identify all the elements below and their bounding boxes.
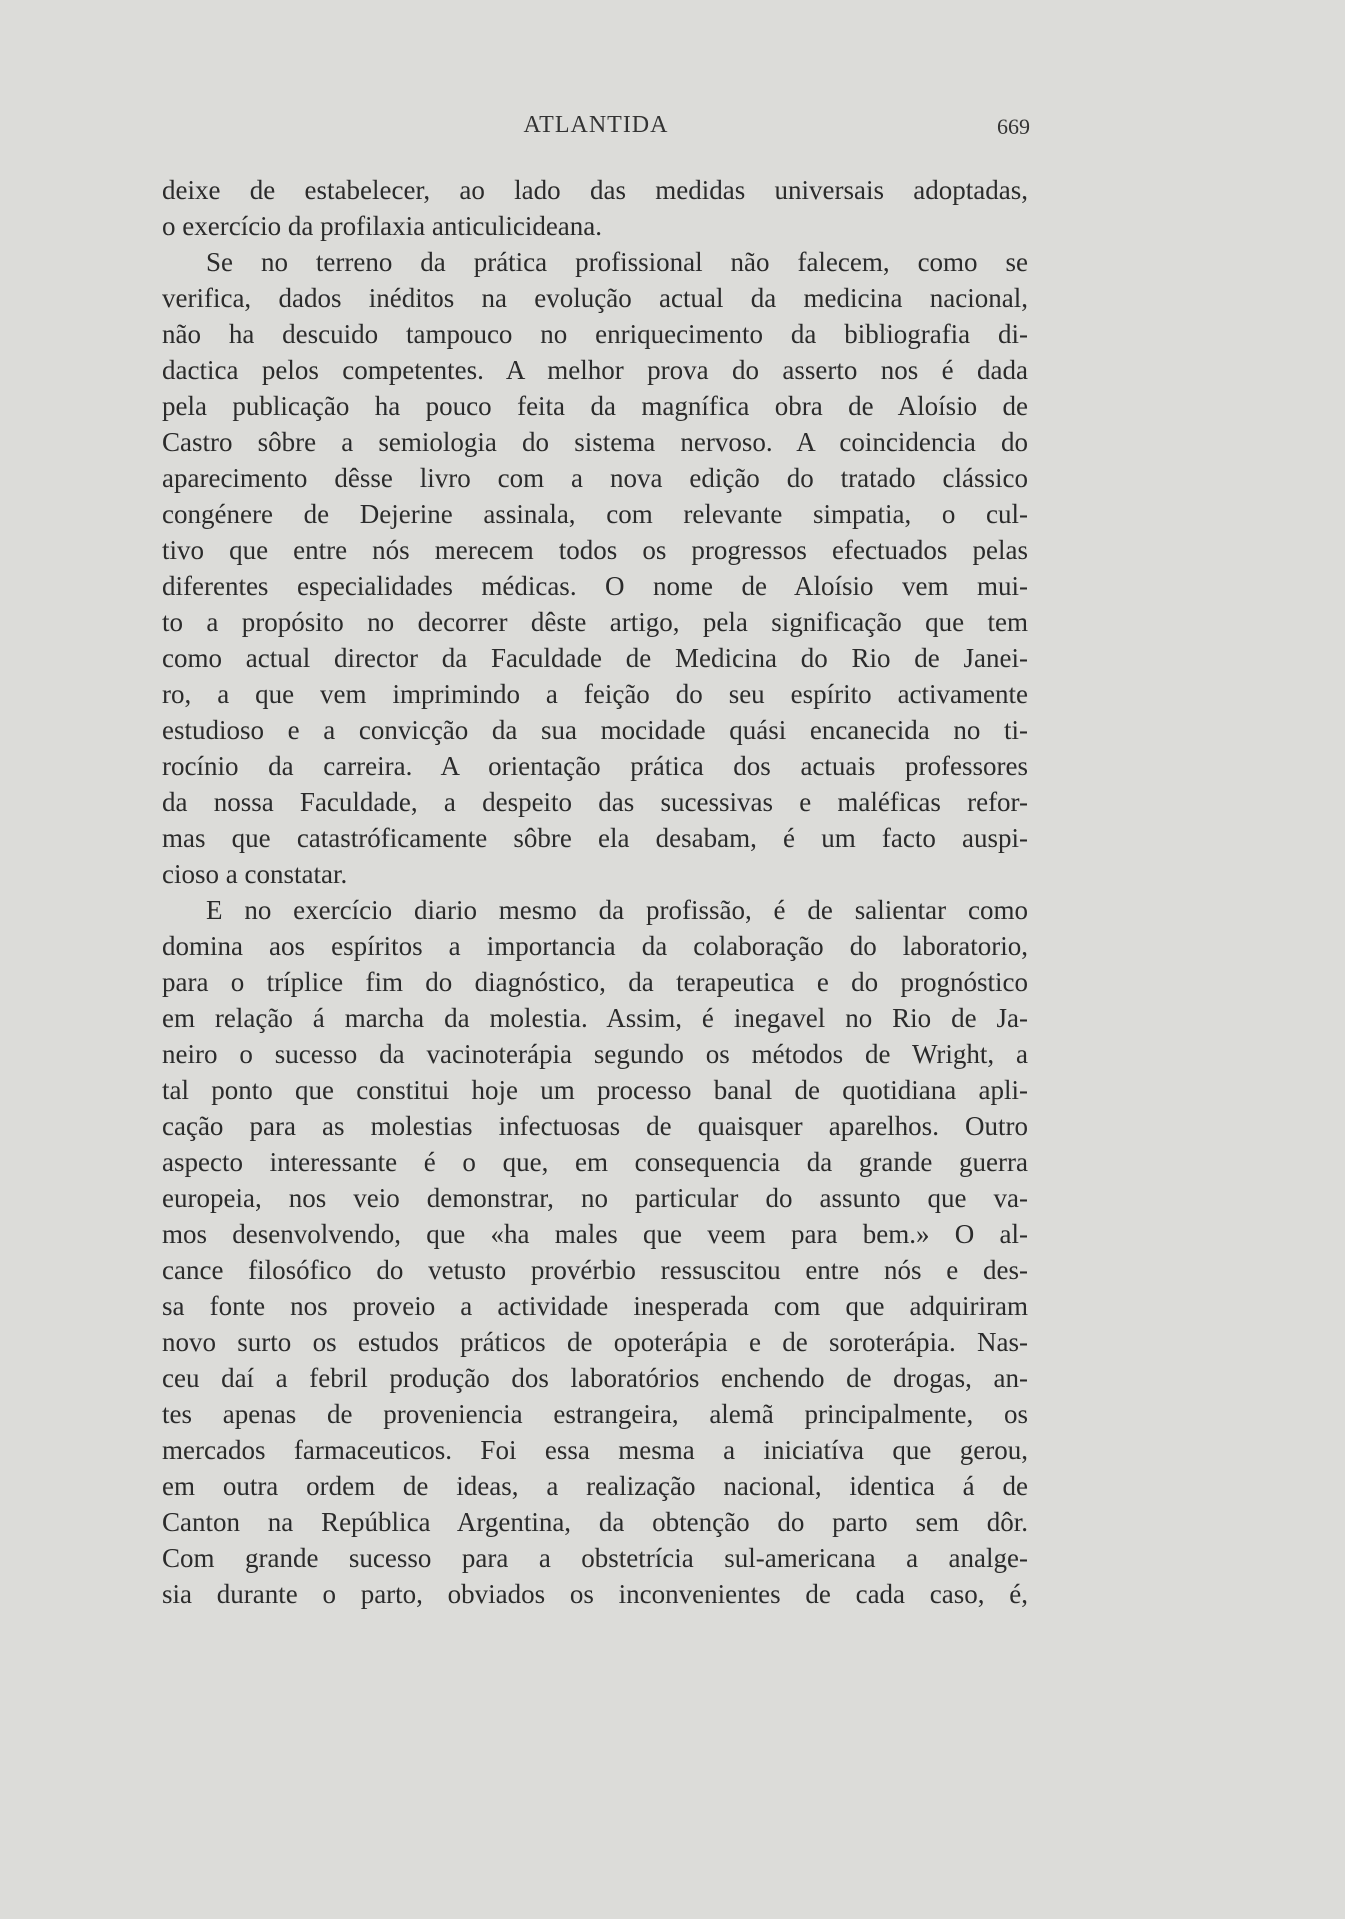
page-header [162,112,1030,144]
text-line: ro, a que vem imprimindo a feição do seu espírito activamente [162,679,1028,709]
text-line: ceu daí a febril produção dos laboratórios enchendo de drogas, an- [162,1363,1028,1393]
text-line: tes apenas de proveniencia estrangeira, alemã principalmente, os [162,1399,1028,1429]
text-line: mos desenvolvendo, que «ha males que veem para bem.» O al- [162,1219,1028,1249]
text-line: aparecimento dêsse livro com a nova edição do tratado clássico [162,463,1028,493]
text-line: cação para as molestias infectuosas de quaisquer aparelhos. Outro [162,1111,1028,1141]
text-line: congénere de Dejerine assinala, com relevante simpatia, o cul- [162,499,1028,529]
text-line: Com grande sucesso para a obstetrícia sul-americana a analge- [162,1543,1028,1573]
text-line: deixe de estabelecer, ao lado das medidas universais adoptadas, [162,175,1028,205]
text-line: to a propósito no decorrer dêste artigo, pela significação que tem [162,607,1028,637]
running-head: ATLANTIDA [523,112,669,138]
text-line: europeia, nos veio demonstrar, no particular do assunto que va- [162,1183,1028,1213]
text-line: cance filosófico do vetusto provérbio ressuscitou entre nós e des- [162,1255,1028,1285]
text-line: não ha descuido tampouco no enriquecimento da bibliografia di- [162,319,1028,349]
text-line: mercados farmaceuticos. Foi essa mesma a iniciatíva que gerou, [162,1435,1028,1465]
text-line: E no exercício diario mesmo da profissão, é de salientar como [206,895,1028,925]
body-text [162,172,1028,1612]
text-line: da nossa Faculdade, a despeito das sucessivas e maléficas refor- [162,787,1028,817]
text-line: verifica, dados inéditos na evolução actual da medicina nacional, [162,283,1028,313]
text-line: em relação á marcha da molestia. Assim, é inegavel no Rio de Ja- [162,1003,1028,1033]
text-line: como actual director da Faculdade de Medicina do Rio de Janei- [162,643,1028,673]
text-line: novo surto os estudos práticos de opoterápia e de soroterápia. Nas- [162,1327,1028,1357]
text-line: Canton na República Argentina, da obtenção do parto sem dôr. [162,1507,1028,1537]
text-line: diferentes especialidades médicas. O nome de Aloísio vem mui- [162,571,1028,601]
text-line: rocínio da carreira. A orientação prática dos actuais professores [162,751,1028,781]
text-line: mas que catastróficamente sôbre ela desabam, é um facto auspi- [162,823,1028,853]
text-line: sia durante o parto, obviados os inconvenientes de cada caso, é, [162,1579,1028,1609]
text-line: tivo que entre nós merecem todos os progressos efectuados pelas [162,535,1028,565]
text-line: domina aos espíritos a importancia da colaboração do laboratorio, [162,931,1028,961]
text-line: neiro o sucesso da vacinoterápia segundo os métodos de Wright, a [162,1039,1028,1069]
text-line: o exercício da profilaxia anticulicideana. [162,211,603,241]
text-line: Castro sôbre a semiologia do sistema nervoso. A coincidencia do [162,427,1028,457]
text-line: estudioso e a convicção da sua mocidade quási encanecida no ti- [162,715,1028,745]
text-line: para o tríplice fim do diagnóstico, da terapeutica e do prognóstico [162,967,1028,997]
text-line: cioso a constatar. [162,859,348,889]
text-line: sa fonte nos proveio a actividade inesperada com que adquiriram [162,1291,1028,1321]
text-line: em outra ordem de ideas, a realização nacional, identica á de [162,1471,1028,1501]
text-line: tal ponto que constitui hoje um processo banal de quotidiana apli- [162,1075,1028,1105]
text-line: dactica pelos competentes. A melhor prova do asserto nos é dada [162,355,1028,385]
page-number: 669 [997,114,1030,139]
text-line: pela publicação ha pouco feita da magnífica obra de Aloísio de [162,391,1028,421]
text-line: Se no terreno da prática profissional não falecem, como se [206,247,1028,277]
text-line: aspecto interessante é o que, em consequencia da grande guerra [162,1147,1028,1177]
